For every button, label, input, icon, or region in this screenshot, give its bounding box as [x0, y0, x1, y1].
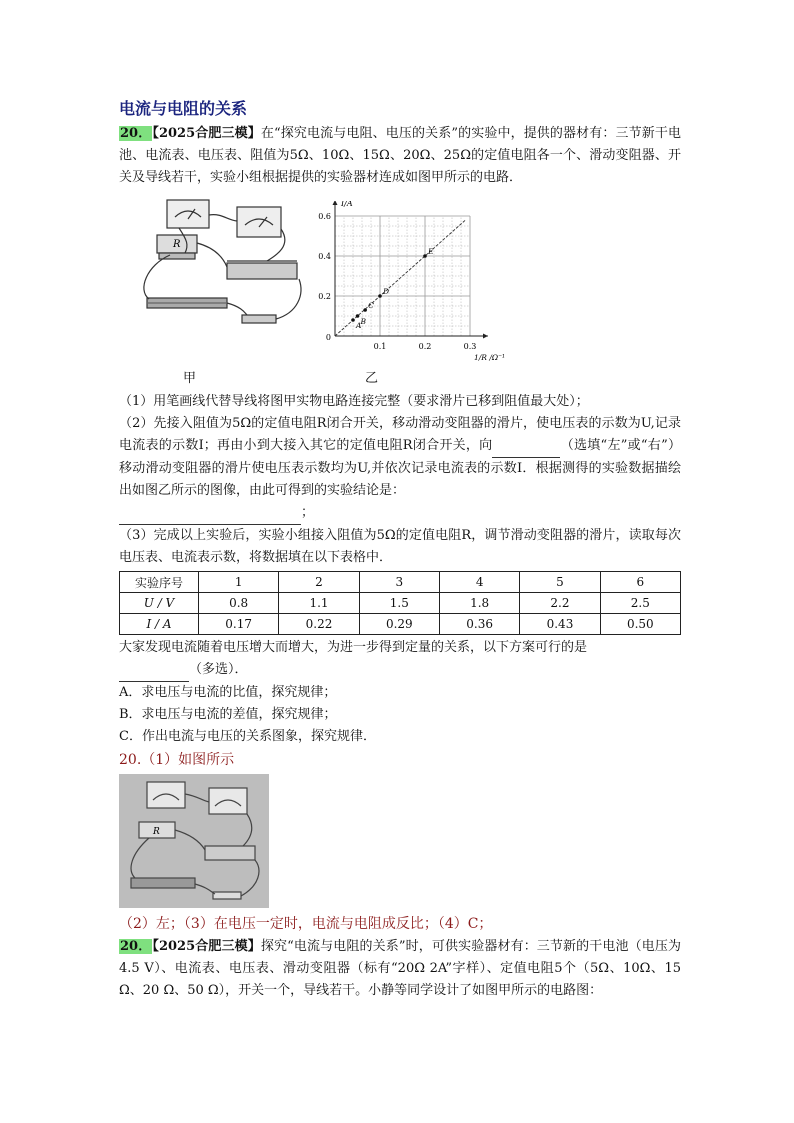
table-cell: 2.2 — [520, 593, 600, 614]
option-a: A．求电压与电流的比值，探究规律； — [119, 685, 337, 700]
data-point — [356, 314, 360, 318]
question-part-1: （1）用笔画线代替导线将图甲实物电路连接完整（要求滑片已移到阻值最大处）； — [119, 394, 589, 409]
series-line — [335, 220, 466, 336]
table-row — [120, 614, 681, 635]
data-point-label: C — [368, 301, 374, 310]
table-cell: 6 — [600, 572, 680, 593]
question-text-2: 探究“电流与电阻的关系”时，可供实验器材有：三节新的干电池（电压为4.5 V）、电流表、电压表、滑动变阻器（标有“20Ω 2A”字样）、定值电阻5个（5Ω、10Ω、15 Ω、20 Ω、50 Ω），开关一个，导线若干。小静等同学设计了如图甲所示的电路图： — [119, 939, 682, 998]
table-cell: 0.17 — [199, 614, 279, 635]
answer-line-2: （2）左；（3）在电压一定时，电流与电阻成反比；（4）C； — [119, 916, 493, 932]
figure-label-a: 甲 — [183, 371, 197, 386]
answer-circuit-icon — [119, 774, 269, 908]
question-20-second — [119, 936, 681, 1002]
option-c: C．作出电流与电压的关系图象，探究规律． — [119, 729, 376, 744]
table-cell: 4 — [439, 572, 519, 593]
answer-blank-options[interactable] — [119, 659, 189, 682]
x-tick-label: 0.1 — [373, 342, 387, 351]
table-cell: 1 — [199, 572, 279, 593]
origin-label: 0 — [325, 333, 331, 342]
answer-circuit-photo — [119, 774, 269, 908]
table-cell: 1.8 — [439, 593, 519, 614]
table-row — [120, 572, 681, 593]
figures-row — [119, 191, 681, 391]
y-tick-label: 0.2 — [318, 292, 331, 301]
data-point — [351, 318, 355, 322]
y-axis-arrow — [333, 201, 338, 205]
table-cell: 1.5 — [359, 593, 439, 614]
data-point-label: D — [383, 287, 390, 296]
question-part-4: 大家发现电流随着电压增大而增大，为进一步得到定量的关系，以下方案可行的是 （多选）． — [119, 637, 681, 682]
table-cell: 2.5 — [600, 593, 680, 614]
answer-blank-direction[interactable] — [492, 435, 560, 458]
graph-figure-b — [309, 201, 509, 361]
answer-line-1: 20.（1）如图所示 — [119, 752, 235, 768]
question-part-3: （3）完成以上实验后，实验小组接入阻值为5Ω的定值电阻R，调节滑动变阻器的滑片，读取每次电压表、电流表示数，将数据填在以下表格中． — [119, 528, 681, 565]
data-point — [423, 254, 427, 258]
question-number: 20． — [120, 126, 152, 141]
table-cell: 3 — [359, 572, 439, 593]
table-row — [120, 593, 681, 614]
data-point-label: B — [360, 317, 367, 326]
circuit-figure-a — [127, 195, 327, 360]
table-cell: 1.1 — [279, 593, 359, 614]
worksheet — [119, 96, 681, 1002]
question-source-2: 【2025合肥三模】 — [152, 939, 261, 954]
y-tick-label: 0.4 — [318, 252, 331, 261]
y-axis-label: I/A — [341, 201, 353, 208]
data-point — [363, 308, 367, 312]
table-header-current: I / A — [120, 614, 199, 635]
resistor-label: R — [173, 239, 181, 250]
table-cell: 2 — [279, 572, 359, 593]
page-title: 电流与电阻的关系 — [119, 99, 248, 118]
question-part-2: （2）先接入阻值为5Ω的定值电阻R闭合开关，移动滑动变阻器的滑片，使电压表的示数为U,记录电流表的示数I；再由小到大接入其它的定值电阻R闭合开关，向 （选填“左”或“右”）移动滑动变阻器的滑片使电压表示数均为U,并依次记录电流表的示数I．根据测得的实验数据描绘出如图乙所示的图像，由此可得到的实验结论是： ； — [119, 413, 681, 525]
x-tick-label: 0.2 — [418, 342, 432, 351]
table-cell: 0.22 — [279, 614, 359, 635]
table-header-voltage: U / V — [120, 593, 199, 614]
table-cell: 5 — [520, 572, 600, 593]
data-point-label: A — [356, 321, 362, 330]
table-cell: 0.29 — [359, 614, 439, 635]
question-20-intro — [119, 123, 681, 189]
question-number-2: 20． — [120, 939, 152, 954]
y-tick-label: 0.6 — [318, 212, 331, 221]
answer-resistor-label: R — [153, 827, 160, 837]
answer-blank-conclusion[interactable] — [119, 502, 301, 525]
table-header-trial: 实验序号 — [120, 572, 199, 593]
data-point — [378, 294, 382, 298]
table-cell: 0.36 — [439, 614, 519, 635]
table-cell: 0.8 — [199, 593, 279, 614]
data-point-label: E — [428, 247, 434, 256]
x-axis-label: 1/R /Ω⁻¹ — [474, 353, 506, 361]
table-cell: 0.43 — [520, 614, 600, 635]
ammeter-icon — [167, 200, 209, 228]
table-cell: 0.50 — [600, 614, 680, 635]
question-source: 【2025合肥三模】 — [152, 126, 261, 141]
rheostat-icon — [227, 263, 297, 279]
figure-label-b: 乙 — [365, 371, 379, 386]
voltmeter-icon — [237, 207, 281, 237]
x-axis-arrow — [483, 334, 488, 339]
option-b: B．求电压与电流的差值，探究规律； — [119, 707, 337, 722]
x-tick-label: 0.3 — [463, 342, 477, 351]
question-intro-text: 在“探究电流与电阻、电压的关系”的实验中，提供的器材有：三节新干电池、电流表、电压表、阻值为5Ω、10Ω、15Ω、20Ω、25Ω的定值电阻各一个、滑动变阻器、开关及导线若干，实验小组根据提供的实验器材连成如图甲所示的电路． — [119, 126, 682, 185]
switch-icon — [242, 315, 276, 323]
data-table — [119, 571, 681, 635]
